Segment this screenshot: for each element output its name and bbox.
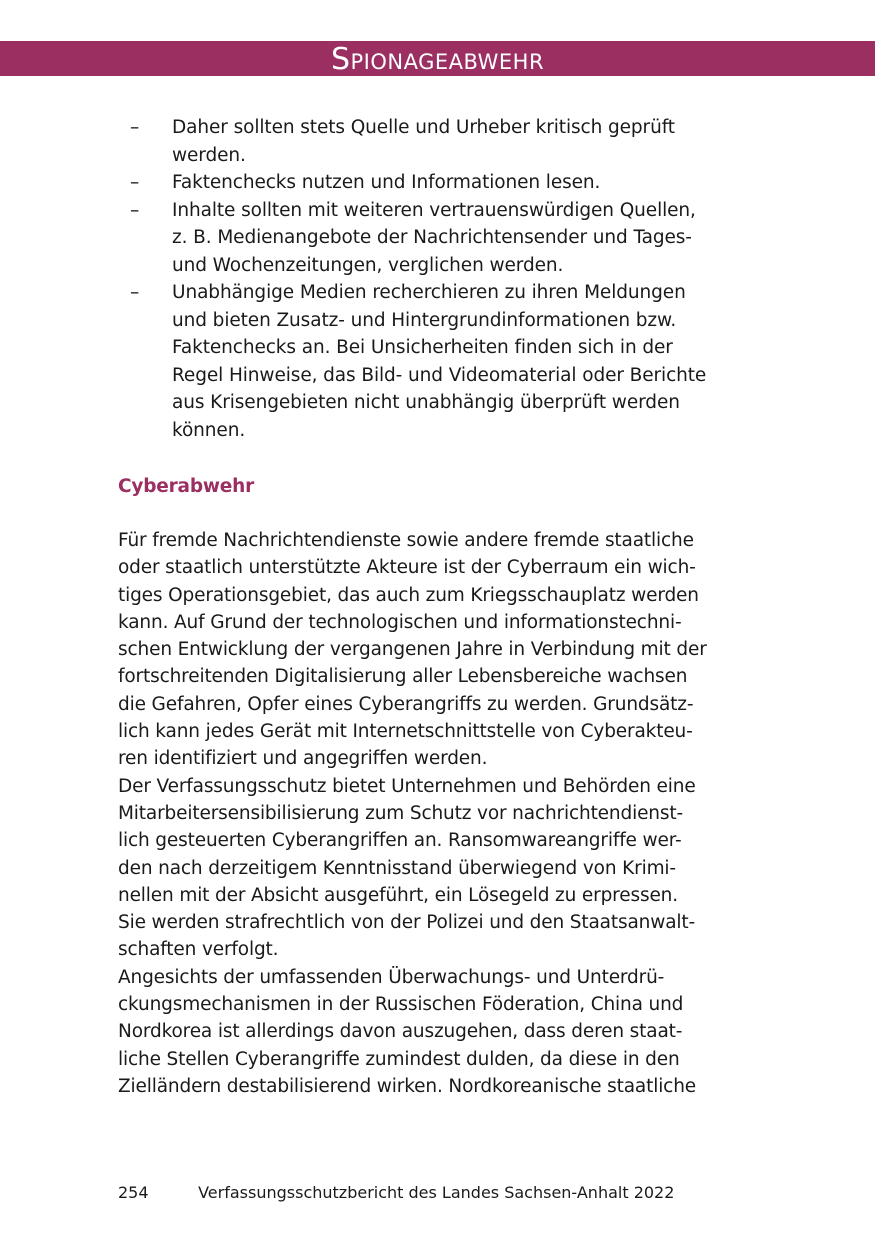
page-content	[118, 114, 768, 1100]
bullet-line: Unabhängige Medien recherchieren zu ihren Meldungen	[172, 282, 686, 303]
section-heading: Cyberabwehr	[118, 476, 255, 497]
bullet-dash: –	[130, 199, 140, 221]
body-line: kann. Auf Grund der technologischen und informationstechni-	[118, 611, 682, 633]
bullet-item	[118, 169, 768, 197]
bullet-line: Faktenchecks an. Bei Unsicherheiten finden sich in der	[172, 337, 673, 358]
body-line: ckungsmechanismen in der Russischen Föderation, China und	[118, 994, 684, 1016]
body-text	[118, 527, 768, 1100]
bullet-item	[118, 114, 768, 169]
page-number: 254	[118, 1183, 149, 1202]
body-line: lich gesteuerten Cyberangriffen an. Ransomwareangriffe wer-	[118, 830, 682, 852]
bullet-line: z. B. Medienangebote der Nachrichtensender und Tages-	[172, 227, 692, 248]
bullet-list	[118, 114, 768, 444]
bullet-line: können.	[172, 419, 246, 441]
banner-title: Spionageabwehr	[330, 42, 545, 77]
bullet-line: Faktenchecks nutzen und Informationen lesen.	[172, 172, 601, 193]
bullet-dash: –	[130, 172, 140, 193]
body-line: den nach derzeitigem Kenntnisstand überwiegend von Krimi-	[118, 857, 676, 879]
section-banner	[0, 41, 875, 76]
body-line: Zielländern destabilisierend wirken. Nordkoreanische staatliche	[118, 1075, 697, 1097]
page-footer	[118, 1182, 674, 1204]
bullet-line: werden.	[172, 144, 246, 166]
body-line: ren identifiziert und angegriffen werden.	[118, 748, 488, 770]
body-line: Der Verfassungsschutz bietet Unternehmen und Behörden eine	[118, 775, 696, 797]
bullet-line: Regel Hinweise, das Bild- und Videomaterial oder Berichte	[172, 364, 707, 386]
body-line: lich kann jedes Gerät mit Internetschnittstelle von Cyberakteu-	[118, 721, 693, 743]
body-line: fortschreitenden Digitalisierung aller Lebensbereiche wachsen	[118, 666, 688, 688]
body-line: Sie werden strafrechtlich von der Polizei und den Staatsanwalt-	[118, 912, 696, 934]
body-line: Für fremde Nachrichtendienste sowie andere fremde staatliche	[118, 530, 694, 551]
body-line: die Gefahren, Opfer eines Cyberangriffs zu werden. Grundsätz-	[118, 693, 694, 715]
body-line: Nordkorea ist allerdings davon auszugehen, dass deren staat-	[118, 1021, 683, 1043]
publication-title: Verfassungsschutzbericht des Landes Sachsen-Anhalt 2022	[198, 1183, 675, 1202]
bullet-item	[118, 279, 768, 444]
bullet-line: aus Krisengebieten nicht unabhängig überprüft werden	[172, 392, 680, 413]
body-line: schaften verfolgt.	[118, 939, 279, 961]
bullet-dash: –	[130, 282, 140, 303]
bullet-item	[118, 197, 768, 280]
bullet-line: Inhalte sollten mit weiteren vertrauenswürdigen Quellen,	[172, 199, 696, 221]
bullet-line: und Wochenzeitungen, verglichen werden.	[172, 254, 564, 276]
bullet-dash: –	[130, 117, 140, 138]
body-line: Angesichts der umfassenden Überwachungs- und Unterdrü-	[118, 966, 665, 988]
body-line: oder staatlich unterstützte Akteure ist der Cyberraum ein wich-	[118, 557, 696, 579]
body-line: tiges Operationsgebiet, das auch zum Kriegsschauplatz werden	[118, 584, 699, 606]
body-line: nellen mit der Absicht ausgeführt, ein Lösegeld zu erpressen.	[118, 884, 678, 906]
body-line: liche Stellen Cyberangriffe zumindest dulden, da diese in den	[118, 1048, 680, 1070]
body-line: Mitarbeitersensibilisierung zum Schutz vor nachrichtendienst-	[118, 802, 684, 824]
bullet-line: Daher sollten stets Quelle und Urheber kritisch geprüft	[172, 117, 675, 138]
bullet-line: und bieten Zusatz- und Hintergrundinformationen bzw.	[172, 309, 677, 331]
body-line: schen Entwicklung der vergangenen Jahre in Verbindung mit der	[118, 639, 707, 661]
